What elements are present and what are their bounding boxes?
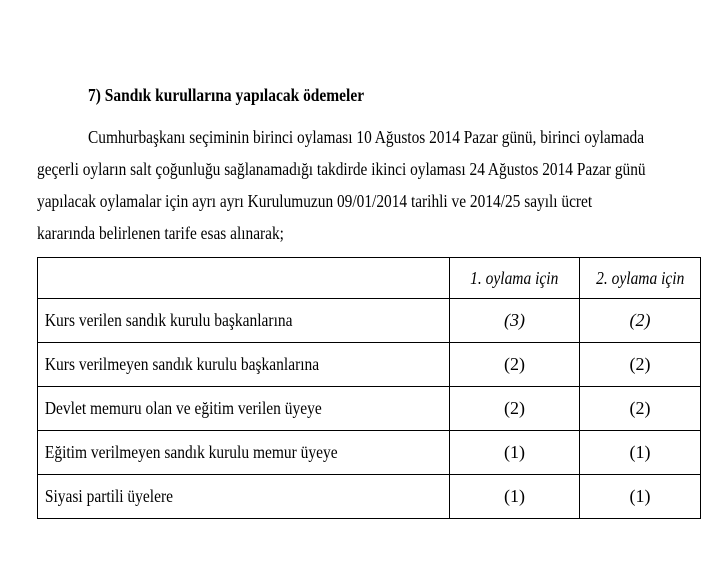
second-vote-value: (1)	[629, 486, 651, 506]
paragraph-line-1: Cumhurbaşkanı seçiminin birinci oylaması 10 Ağustos 2014 Pazar günü, birinci oylamada	[88, 127, 645, 147]
header-blank-cell	[38, 258, 450, 299]
table-row	[38, 299, 701, 343]
section-heading: 7) Sandık kurullarına yapılacak ödemeler	[88, 85, 365, 105]
first-vote-value: (2)	[504, 398, 525, 418]
paragraph-line-4: kararında belirlenen tarife esas alınarak;	[37, 223, 284, 243]
table-row	[38, 343, 701, 387]
first-vote-value: (1)	[504, 442, 525, 462]
paragraph-line-3: yapılacak oylamalar için ayrı ayrı Kurulumuzun 09/01/2014 tarihli ve 2014/25 sayılı ücret	[37, 191, 593, 211]
second-vote-value-cell	[580, 299, 701, 343]
row-label-cell	[38, 299, 450, 343]
first-vote-value-cell	[450, 387, 580, 431]
second-vote-value: (2)	[629, 354, 651, 374]
first-vote-value-cell	[450, 475, 580, 519]
row-label: Siyasi partili üyelere	[44, 486, 173, 506]
header-first-vote-label: 1. oylama için	[470, 267, 559, 288]
payment-table	[37, 257, 701, 519]
header-second-vote	[580, 258, 701, 299]
row-label: Eğitim verilmeyen sandık kurulu memur üyeye	[44, 442, 338, 462]
first-vote-value: (1)	[504, 486, 525, 506]
second-vote-value: (1)	[629, 442, 651, 462]
row-label: Kurs verilmeyen sandık kurulu başkanlarına	[44, 354, 320, 374]
table-row	[38, 475, 701, 519]
second-vote-value-cell	[580, 343, 701, 387]
row-label-cell	[38, 343, 450, 387]
table-row	[38, 387, 701, 431]
first-vote-value-cell	[450, 299, 580, 343]
header-first-vote	[450, 258, 580, 299]
row-label-cell	[38, 475, 450, 519]
second-vote-value: (2)	[629, 310, 651, 330]
second-vote-value-cell	[580, 387, 701, 431]
paragraph-line-2: geçerli oyların salt çoğunluğu sağlanamadığı takdirde ikinci oylaması 24 Ağustos 2014 Pazar günü	[37, 159, 646, 179]
first-vote-value-cell	[450, 343, 580, 387]
table-header-row	[38, 258, 701, 299]
row-label-cell	[38, 387, 450, 431]
row-label: Devlet memuru olan ve eğitim verilen üyeye	[44, 398, 322, 418]
second-vote-value-cell	[580, 475, 701, 519]
first-vote-value-cell	[450, 431, 580, 475]
first-vote-value: (2)	[504, 354, 525, 374]
second-vote-value-cell	[580, 431, 701, 475]
header-second-vote-label: 2. oylama için	[595, 267, 685, 288]
row-label-cell	[38, 431, 450, 475]
table-row	[38, 431, 701, 475]
row-label: Kurs verilen sandık kurulu başkanlarına	[44, 310, 293, 330]
first-vote-value: (3)	[504, 310, 525, 330]
second-vote-value: (2)	[629, 398, 651, 418]
